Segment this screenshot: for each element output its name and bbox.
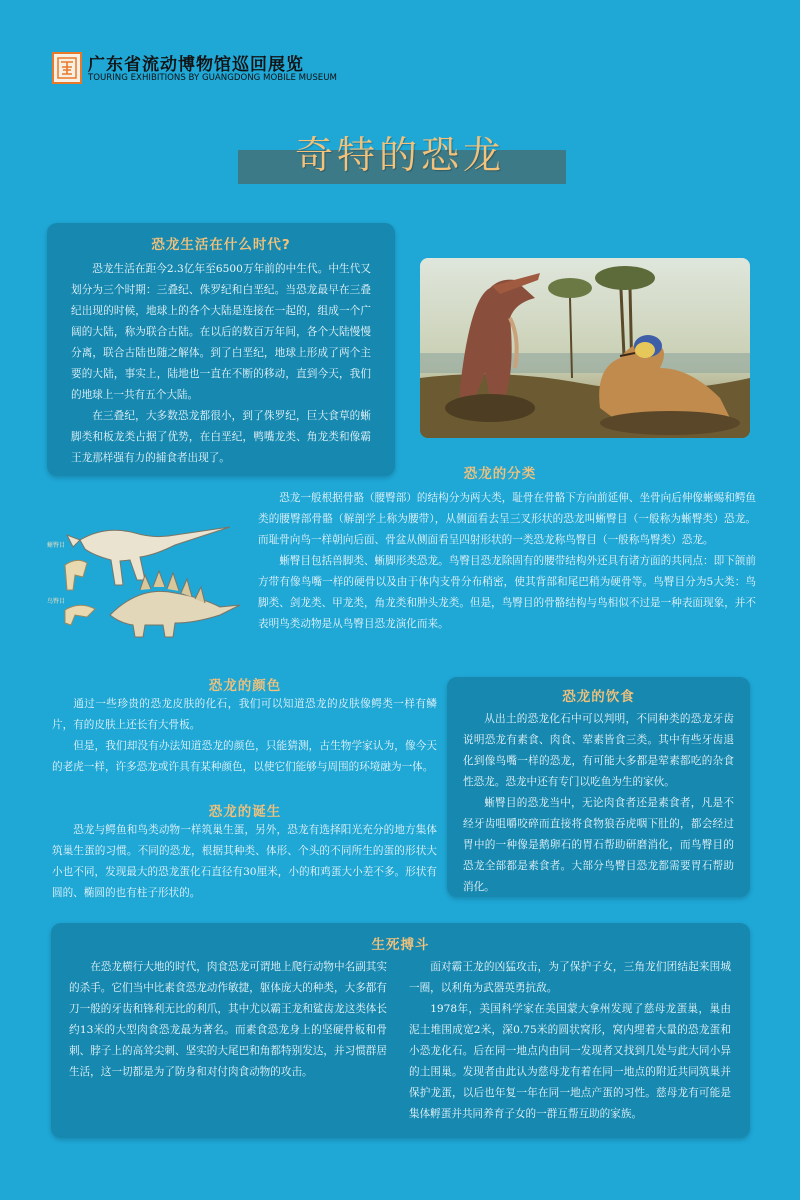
museum-name-en: TOURING EXHIBITIONS BY GUANGDONG MOBILE MUSEUM <box>88 73 337 83</box>
birth-text <box>52 820 437 904</box>
skeleton-label-saurischia: 蜥臀目 <box>47 542 66 549</box>
classification-paragraph: 恐龙一般根据骨骼（腰臀部）的结构分为两大类，耻骨在骨骼下方向前延伸、坐骨向后伸像蜥蜴和鳄鱼类的腰臀部骨骼（解剖学上称为腰带），从侧面看去呈三叉形状的恐龙叫蜥臀目（一般称为蜥臀类）恐龙。而耻骨向鸟一样朝向后面、骨盆从侧面看呈四射形状的一类恐龙称鸟臀目（一般称鸟臀类）恐龙。 <box>258 492 756 546</box>
struggle-paragraph: 面对霸王龙的凶猛攻击，为了保护子女，三角龙们团结起来围城一圈，以利角为武器英勇抗敌。 <box>409 961 731 994</box>
birth-paragraph: 恐龙与鳄鱼和鸟类动物一样筑巢生蛋，另外，恐龙有选择阳光充分的地方集体筑巢生蛋的习惯。不同的恐龙，根据其种类、体形、个头的不同所生的蛋的形状大小也不同，发现最大的恐龙蛋化石直径有30厘米，小的和鸡蛋大小差不多。形状有圆的、椭圆的也有柱子形状的。 <box>52 824 437 899</box>
color-title: 恐龙的颜色 <box>208 678 282 694</box>
struggle-left-column <box>69 957 387 1125</box>
museum-name-cn: 广东省流动博物馆巡回展览 <box>88 55 304 75</box>
era-paragraph: 在三叠纪，大多数恐龙都很小，到了侏罗纪，巨大食草的蜥脚类和板龙类占据了优势，在白垩纪，鸭嘴龙类、角龙类和像霸王龙那样强有力的捕食者出现了。 <box>71 410 371 464</box>
dinosaur-photo <box>420 258 750 438</box>
diet-paragraph: 从出土的恐龙化石中可以判明，不同种类的恐龙牙齿说明恐龙有素食、肉食、荤素皆食三类。其中有些牙齿退化到像鸟嘴一样的恐龙，有可能大多都是荤素都吃的杂食性恐龙。恐龙中还有专门以吃鱼为生的家伙。 <box>463 713 734 788</box>
struggle-title: 生死搏斗 <box>371 937 430 953</box>
skeleton-illustration <box>45 505 245 640</box>
color-paragraph: 通过一些珍贵的恐龙皮肤的化石，我们可以知道恐龙的皮肤像鳄类一样有鳞片，有的皮肤上还长有大骨板。 <box>52 698 437 731</box>
skeleton-label-ornithischia: 鸟臀目 <box>47 598 66 605</box>
seal-icon <box>57 57 77 79</box>
struggle-paragraph: 1978年，美国科学家在美国蒙大拿州发现了慈母龙蛋巢，巢由泥土堆围成宽2米，深0.75米的圆状窝形，窝内埋着大量的恐龙蛋和小恐龙化石。后在同一地点内由同一发现者又找到几处与此大同小异的土围巢。发现者由此认为慈母龙有着在同一地点的附近共同筑巢并保护龙蛋，以后也年复一年在同一地点产蛋的习性。慈母龙有可能是集体孵蛋并共同养育子女的一群互帮互助的家族。 <box>409 1003 731 1120</box>
struggle-right-column <box>409 957 731 1125</box>
diet-panel <box>447 677 750 897</box>
struggle-panel <box>51 923 750 1138</box>
classification-title: 恐龙的分类 <box>463 466 537 482</box>
era-title: 恐龙生活在什么时代? <box>151 237 291 253</box>
classification-paragraph: 蜥臀目包括兽脚类、蜥脚形类恐龙。鸟臀目恐龙除固有的腰带结构外还具有诸方面的共同点：即下颌前方带有像鸟嘴一样的硬骨以及由于体内支骨分布稍密，使其背部和尾巴稍为硬骨等。鸟臀目分为5大类：鸟脚类、剑龙类、甲龙类，角龙类和肿头龙类。但是，鸟臀目的骨骼结构与鸟相似不过是一种表面现象，并不表明鸟类动物是从鸟臀目恐龙演化而来。 <box>258 555 756 630</box>
classification-text <box>258 488 756 635</box>
struggle-paragraph: 在恐龙横行大地的时代，肉食恐龙可谓地上爬行动物中名副其实的杀手。它们当中比素食恐龙动作敏捷，躯体庞大的种类，大多都有刀一般的牙齿和锋利无比的利爪，其中尤以霸王龙和鲨齿龙这类体长约13米的大型肉食恐龙最为著名。而素食恐龙身上的坚硬骨板和骨刺、脖子上的高耸尖刺、坚实的大尾巴和角都特别发达，并习惯群居生活，这一切都是为了防身和对付肉食动物的攻击。 <box>69 961 387 1078</box>
page-title: 奇特的恐龙 <box>294 133 505 177</box>
era-panel <box>47 223 395 476</box>
museum-logo <box>52 52 82 84</box>
diet-title: 恐龙的饮食 <box>562 689 635 705</box>
color-text <box>52 694 437 778</box>
diet-paragraph: 蜥臀目的恐龙当中，无论肉食者还是素食者，凡是不经牙齿咀嚼咬碎而直接将食物狼吞虎咽下肚的，都会经过胃中的一种像是鹅卵石的胃石帮助研磨消化，而鸟臀目的恐龙全部都是素食者。大部分鸟臀目恐龙都需要胃石帮助消化。 <box>463 797 734 893</box>
era-paragraph: 恐龙生活在距今2.3亿年至6500万年前的中生代。中生代又划分为三个时期：三叠纪、侏罗纪和白垩纪。当恐龙最早在三叠纪出现的时候，地球上的各个大陆是连接在一起的，组成一个广阔的大陆，称为联合古陆。在以后的数百万年间，各个大陆慢慢分离，联合古陆也随之解体。到了白垩纪，地球上形成了两个主要的大陆，事实上，陆地也一直在不断的移动，直到今天，我们的地球上一共有五个大陆。 <box>71 263 371 401</box>
birth-title: 恐龙的诞生 <box>208 804 282 820</box>
color-paragraph: 但是，我们却没有办法知道恐龙的颜色，只能猜测，古生物学家认为，像今天的老虎一样，许多恐龙或许具有某种颜色，以使它们能够与周围的环境融为一体。 <box>52 740 437 773</box>
